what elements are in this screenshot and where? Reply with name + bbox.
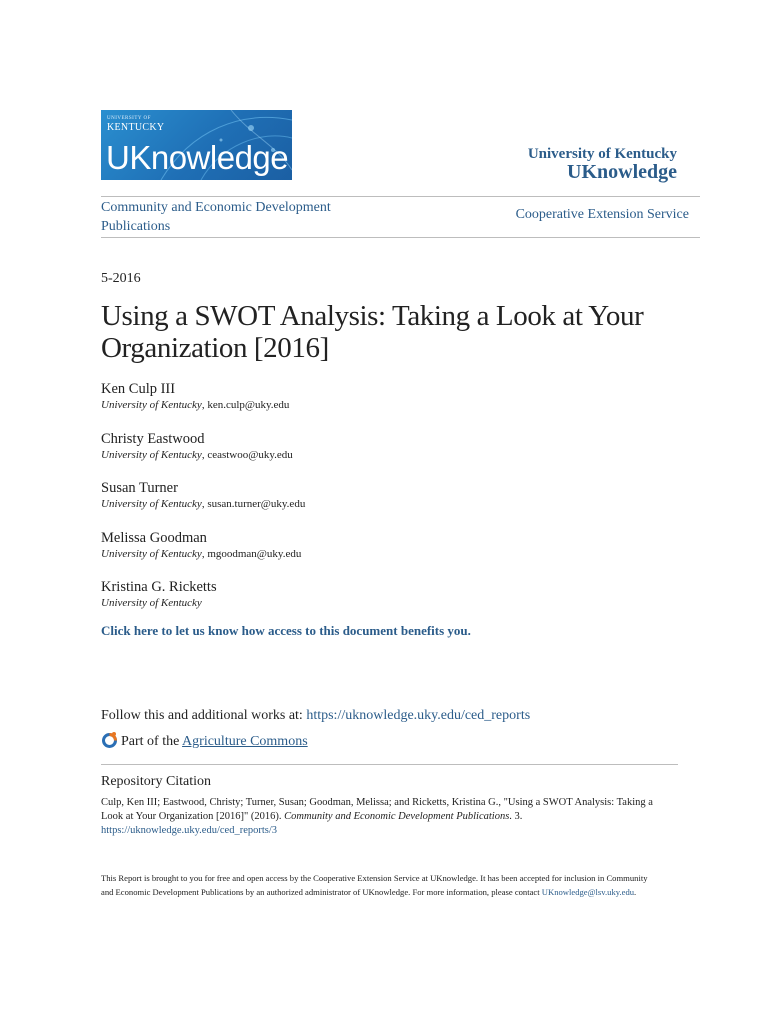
affiliation-name: University of Kentucky — [101, 597, 202, 610]
author-affiliation — [101, 448, 661, 463]
agriculture-commons-link[interactable]: Agriculture Commons — [182, 734, 308, 749]
author-email: , mgoodman@uky.edu — [201, 547, 302, 560]
follow-line — [101, 708, 530, 724]
author-entry — [101, 578, 661, 628]
logo-kentucky: KENTUCKY — [107, 122, 165, 133]
notice-text: This Report is brought to you for free and open access by the Cooperative Extension Service at UKnowledge. It has been accepted for inclusion in Community and Economic Development Publications by an authorized administrator of UKnowledge. For more information, please contact — [101, 873, 648, 897]
notice-end: . — [634, 887, 637, 897]
part-of-line — [101, 731, 308, 753]
document-title: Using a SWOT Analysis: Taking a Look at Your Organization [2016] — [101, 300, 644, 364]
citation-heading: Repository Citation — [101, 774, 212, 789]
author-name: Kristina G. Ricketts — [101, 579, 217, 596]
publication-date: 5-2016 — [101, 271, 141, 286]
logo-university-of: UNIVERSITY OF — [107, 116, 151, 121]
follow-prefix: Follow this and additional works at: — [101, 708, 307, 723]
affiliation-name: University of Kentucky — [101, 399, 202, 411]
author-entry — [101, 380, 661, 430]
affiliation-name: University of Kentucky — [101, 448, 202, 461]
author-entry — [101, 529, 661, 579]
uknowledge-logo[interactable] — [101, 110, 292, 180]
author-email: , susan.turner@uky.edu — [201, 498, 306, 511]
divider-header — [101, 237, 700, 238]
author-name: Christy Eastwood — [101, 430, 205, 447]
citation-url-link[interactable]: https://uknowledge.uky.edu/ced_reports/3 — [101, 825, 278, 836]
author-affiliation — [101, 497, 661, 512]
citation-text: Culp, Ken III; Eastwood, Christy; Turner, Susan; Goodman, Melissa; and Ricketts, Kristina G., "Using a SWOT Analysis: Taking a Look at Your Organization [2016]" (2016). — [101, 797, 653, 822]
author-name: Ken Culp III — [101, 381, 176, 397]
divider-top — [101, 196, 700, 197]
university-link[interactable]: University of Kentucky — [527, 146, 677, 162]
part-of-prefix: Part of the — [121, 734, 183, 749]
author-entry — [101, 479, 661, 529]
logo-wordmark: UKnowledge — [106, 139, 289, 176]
open-access-notice — [101, 871, 661, 899]
affiliation-name: University of Kentucky — [101, 498, 202, 511]
department-link[interactable]: Cooperative Extension Service — [515, 207, 689, 222]
benefit-feedback-link[interactable]: Click here to let us know how access to this document benefits you. — [101, 623, 471, 638]
affiliation-name: University of Kentucky — [101, 547, 202, 560]
author-affiliation — [101, 398, 661, 413]
divider-citation — [101, 764, 678, 765]
author-list — [101, 380, 661, 628]
author-email: , ken.culp@uky.edu — [201, 399, 290, 411]
bepress-commons-icon — [101, 731, 118, 753]
author-email: , ceastwoo@uky.edu — [201, 448, 293, 461]
contact-email-link[interactable]: UKnowledge@lsv.uky.edu — [541, 887, 635, 897]
citation-journal: Community and Economic Development Publications — [284, 811, 510, 822]
author-affiliation — [101, 596, 661, 611]
series-link[interactable]: Community and Economic Development Publications — [101, 200, 331, 234]
repository-link[interactable]: UKnowledge — [567, 161, 677, 183]
collection-url-link[interactable]: https://uknowledge.uky.edu/ced_reports — [306, 708, 531, 723]
author-affiliation — [101, 547, 661, 562]
citation-number: . 3. — [509, 811, 523, 822]
author-name: Susan Turner — [101, 480, 178, 497]
author-name: Melissa Goodman — [101, 529, 207, 546]
citation-body — [101, 796, 661, 838]
author-entry — [101, 430, 661, 480]
